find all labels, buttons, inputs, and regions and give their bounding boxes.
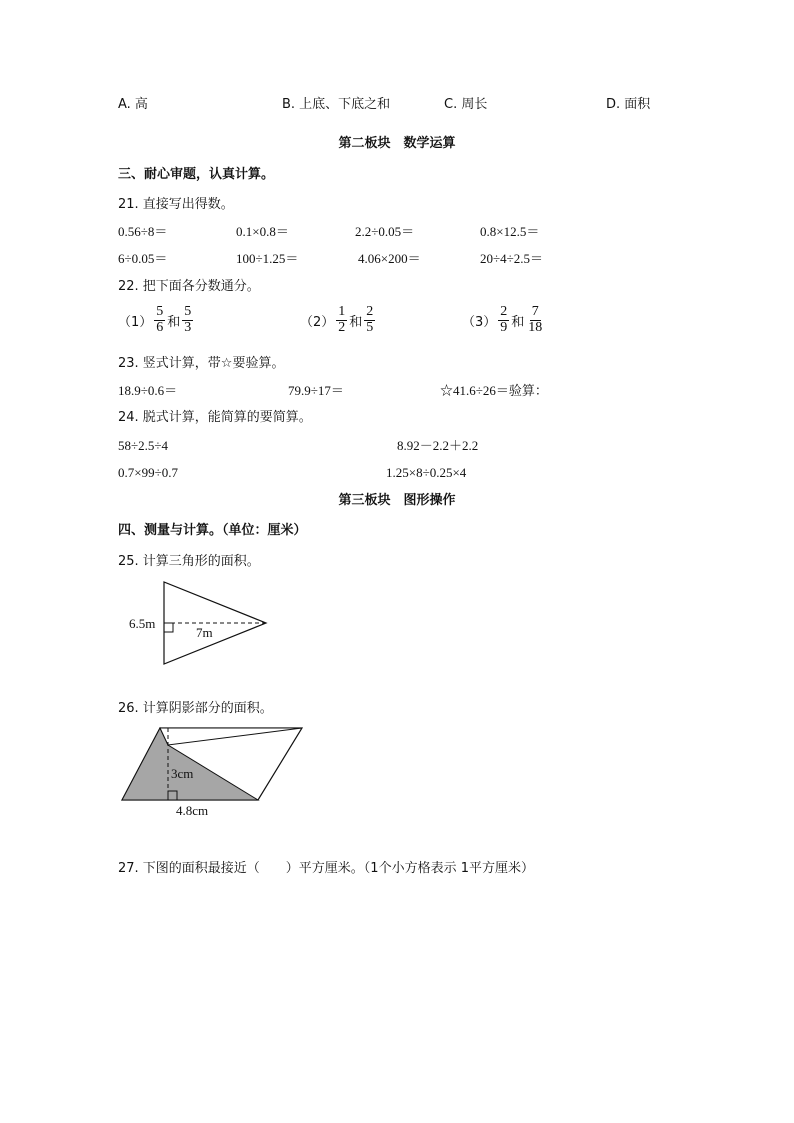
option-d: D. 面积 bbox=[606, 97, 651, 112]
option-b: B. 上底、下底之和 bbox=[282, 97, 391, 112]
q23-item-2: 79.9÷17＝ bbox=[288, 383, 344, 398]
fraction-numerator: 5 bbox=[156, 304, 164, 319]
fraction-numerator: 1 bbox=[338, 304, 346, 319]
q27-prompt: 27. 下图的面积最接近（ ）平方厘米。（1个小方格表示 1平方厘米） bbox=[118, 861, 534, 876]
fraction-numerator: 7 bbox=[531, 304, 539, 319]
q26-prompt: 26. 计算阴影部分的面积。 bbox=[118, 701, 273, 716]
fraction-denominator: 5 bbox=[366, 319, 374, 335]
part4-title: 四、测量与计算。（单位：厘米） bbox=[118, 523, 307, 538]
q21-r2-4: 20÷4÷2.5＝ bbox=[480, 251, 544, 266]
q21-r1-1: 0.56÷8＝ bbox=[118, 224, 168, 239]
q24-item-4: 1.25×8÷0.25×4 bbox=[386, 465, 467, 480]
q23-item-1: 18.9÷0.6＝ bbox=[118, 383, 178, 398]
q22-item-3-label: （3） bbox=[462, 314, 497, 330]
q26-label-base: 4.8cm bbox=[176, 803, 209, 818]
option-c: C. 周长 bbox=[444, 97, 488, 112]
q21-r1-3: 2.2÷0.05＝ bbox=[355, 224, 415, 239]
section2-title: 第二板块 数学运算 bbox=[338, 136, 456, 151]
fraction-denominator: 18 bbox=[528, 319, 543, 335]
q22-item-2-label: （2） bbox=[300, 314, 335, 330]
option-a: A. 高 bbox=[118, 97, 148, 112]
q22-item-1-and: 和 bbox=[167, 314, 181, 330]
q21-r2-3: 4.06×200＝ bbox=[358, 251, 421, 266]
q21-r1-4: 0.8×12.5＝ bbox=[480, 224, 540, 239]
q21-prompt: 21. 直接写出得数。 bbox=[118, 197, 234, 212]
q24-item-2: 8.92－2.2＋2.2 bbox=[397, 438, 479, 453]
q24-item-1: 58÷2.5÷4 bbox=[118, 438, 169, 453]
q21-r1-2: 0.1×0.8＝ bbox=[236, 224, 289, 239]
q22-item-1-label: （1） bbox=[118, 314, 153, 330]
fraction-numerator: 2 bbox=[366, 304, 374, 319]
fraction-denominator: 6 bbox=[156, 319, 164, 335]
q22-item-2-and: 和 bbox=[349, 314, 363, 330]
q21-r2-1: 6÷0.05＝ bbox=[118, 251, 168, 266]
part3-title: 三、耐心审题，认真计算。 bbox=[118, 167, 275, 182]
q24-item-3: 0.7×99÷0.7 bbox=[118, 465, 178, 480]
q23-item-3: ☆41.6÷26＝验算： bbox=[440, 383, 548, 398]
fraction-denominator: 3 bbox=[184, 319, 192, 335]
q24-prompt: 24. 脱式计算，能简算的要简算。 bbox=[118, 410, 312, 425]
fraction-numerator: 5 bbox=[184, 304, 192, 319]
section3-title: 第三板块 图形操作 bbox=[338, 493, 456, 508]
fraction-numerator: 2 bbox=[500, 304, 508, 319]
fraction-denominator: 9 bbox=[500, 319, 508, 335]
q22-item-3-and: 和 bbox=[511, 314, 525, 330]
fraction-denominator: 2 bbox=[338, 319, 346, 335]
q25-label-left: 6.5m bbox=[129, 616, 156, 631]
q21-r2-2: 100÷1.25＝ bbox=[236, 251, 299, 266]
q22-prompt: 22. 把下面各分数通分。 bbox=[118, 279, 260, 294]
q23-prompt: 23. 竖式计算，带☆要验算。 bbox=[118, 356, 285, 371]
q26-label-height: 3cm bbox=[171, 766, 194, 781]
q25-prompt: 25. 计算三角形的面积。 bbox=[118, 554, 260, 569]
q25-label-height: 7m bbox=[196, 625, 213, 640]
